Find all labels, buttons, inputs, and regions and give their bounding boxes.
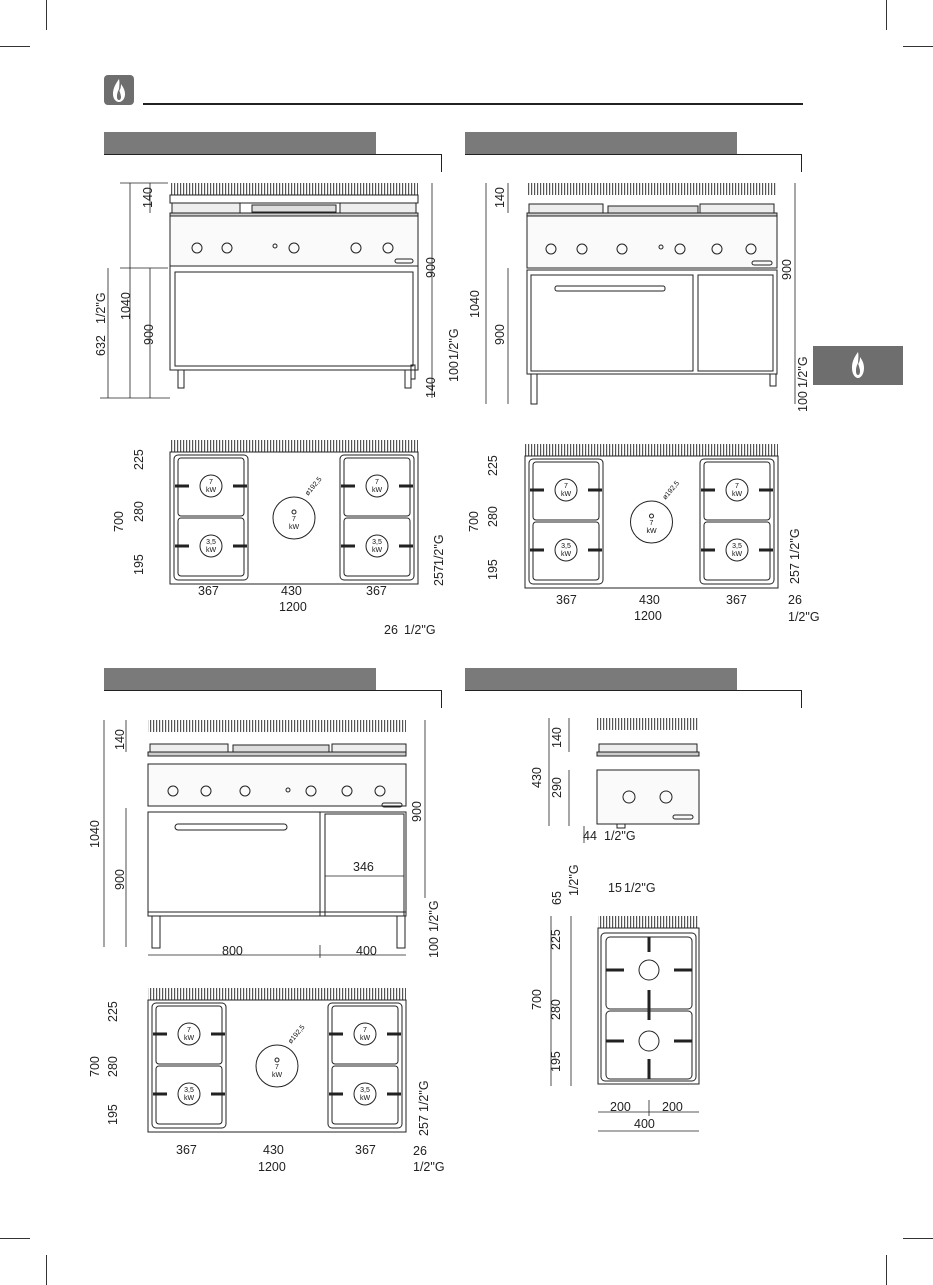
s4-top-w2: 200 [662,1100,683,1114]
plate-power-label: 7 [649,520,654,527]
s1-dim-height: 1040 [119,292,133,320]
s4-top-d1: 225 [549,929,563,950]
burner-power-label: 3,5 [732,543,742,550]
s4-dim-inlet: 44 [583,829,597,843]
burner-unit-label: kW [560,491,572,498]
s3-top-d3: 195 [106,1104,120,1125]
s3-top-d2: 280 [106,1056,120,1077]
plate-power-label: 7 [292,516,296,523]
s3-top-d1: 225 [106,1001,120,1022]
s1-dim-total-right: 900 [424,257,438,278]
s3-dim-right-low: 100 [427,937,441,958]
s2-top-w3: 367 [726,593,747,607]
burner-power-label: 7 [187,1027,191,1034]
s2-top-inlet-size: 1/2"G [788,528,802,560]
burner-power-label: 7 [209,479,213,486]
s3-top-w3: 367 [355,1143,376,1157]
s2-top-w2: 430 [639,593,660,607]
s4-dim-inlet-size: 1/2"G [604,829,636,843]
s2-dim-height: 1040 [468,290,482,318]
s1-top-inlet-h: 257 [432,565,446,586]
s2-top-inlet-h: 257 [788,563,802,584]
s1-dim-inlet-h: 632 [94,335,108,356]
s2-top-w1: 367 [556,593,577,607]
burner-unit-label: kW [359,1095,371,1102]
s1-dim-right-low: 100 [447,361,461,382]
s4-top-gas-top-size: 1/2"G [567,864,581,896]
plate-unit-label: kW [271,1072,283,1079]
s1-dim-top: 140 [141,187,155,208]
s2-top-inlet-x: 26 [788,593,802,607]
s1-top-inlet-x-size: 1/2"G [404,623,436,637]
s4-top-width: 400 [634,1117,655,1131]
burner-power-label: 3,5 [561,543,571,550]
s3-top-inlet-x: 26 [413,1144,427,1158]
s1-top-inlet-size: 1/2"G [432,534,446,566]
s2-top-inlet-x-size: 1/2"G [788,610,820,624]
s1-dim-right-low-size: 1/2"G [447,328,461,360]
s1-dim-inlet-size: 1/2"G [94,292,108,324]
s1-top-d2: 280 [132,501,146,522]
burner-power-label: 3,5 [184,1087,194,1094]
burner-power-label: 7 [564,483,568,490]
s2-top-width: 1200 [634,609,662,623]
plate-unit-label: kW [288,524,300,531]
burner-unit-label: kW [560,551,572,558]
s1-top-width: 1200 [279,600,307,614]
burner-power-label: 3,5 [360,1087,370,1094]
burner-unit-label: kW [731,491,743,498]
s1-top-inlet-x: 26 [384,623,398,637]
s4-dim-mid: 290 [550,777,564,798]
burner-unit-label: kW [205,547,217,554]
burner-unit-label: kW [731,551,743,558]
s1-top-d3: 195 [132,554,146,575]
s4-top-w1: 200 [610,1100,631,1114]
burner-unit-label: kW [359,1035,371,1042]
s4-top-d2: 280 [549,999,563,1020]
s1-dim-leg: 140 [424,377,438,398]
plate-diameter-label: ø192,5 [287,1024,307,1046]
burner-unit-label: kW [371,487,383,494]
s3-dim-mid: 900 [113,869,127,890]
plate-power-label: 7 [275,1064,279,1071]
plate-diameter-label: ø192,5 [304,476,324,498]
s3-dim-oven-w: 800 [222,944,243,958]
burner-unit-label: kW [183,1035,195,1042]
burner-power-label: 3,5 [206,539,216,546]
s3-dim-inner: 346 [353,860,374,874]
s3-dim-height: 1040 [88,820,102,848]
s3-dim-top: 140 [113,729,127,750]
burner-power-label: 3,5 [372,539,382,546]
s4-top-d3: 195 [549,1051,563,1072]
s2-dim-mid: 900 [493,324,507,345]
plate-diameter-label: ø192,5 [661,480,682,502]
s1-dim-mid: 900 [142,324,156,345]
s3-dim-cab-w: 400 [356,944,377,958]
plate-unit-label: kW [646,528,657,535]
s1-top-d1: 225 [132,449,146,470]
s2-top-d3: 195 [486,559,500,580]
s2-top-d1: 225 [486,455,500,476]
s4-top-gas-top: 65 [550,891,564,905]
s3-top-inlet-h: 257 [417,1115,431,1136]
s2-top-depth: 700 [467,511,481,532]
s3-top-depth: 700 [88,1056,102,1077]
s2-dim-top: 140 [493,187,507,208]
s3-dim-right-low-size: 1/2"G [427,900,441,932]
s3-top-w2: 430 [263,1143,284,1157]
burner-unit-label: kW [371,547,383,554]
s3-top-w1: 367 [176,1143,197,1157]
s1-top-w3: 367 [366,584,387,598]
s2-dim-right: 900 [780,259,794,280]
s4-top-gas-x: 15 [608,881,622,895]
burner-power-label: 7 [363,1027,367,1034]
s4-top-gas-x-size: 1/2"G [624,881,656,895]
s3-top-width: 1200 [258,1160,286,1174]
s2-dim-right-low: 100 [796,391,810,412]
s1-top-w1: 367 [198,584,219,598]
s1-top-w2: 430 [281,584,302,598]
burner-power-label: 7 [735,483,739,490]
burner-unit-label: kW [183,1095,195,1102]
s1-top-depth: 700 [112,511,126,532]
s4-dim-top: 140 [550,727,564,748]
s2-dim-right-low-size: 1/2"G [796,356,810,388]
burner-unit-label: kW [205,487,217,494]
s3-dim-right: 900 [410,801,424,822]
s4-dim-height: 430 [530,767,544,788]
s3-top-inlet-x-size: 1/2"G [413,1160,445,1174]
s3-top-inlet-size: 1/2"G [417,1080,431,1112]
burner-power-label: 7 [375,479,379,486]
s4-top-depth: 700 [530,989,544,1010]
s2-top-d2: 280 [486,506,500,527]
